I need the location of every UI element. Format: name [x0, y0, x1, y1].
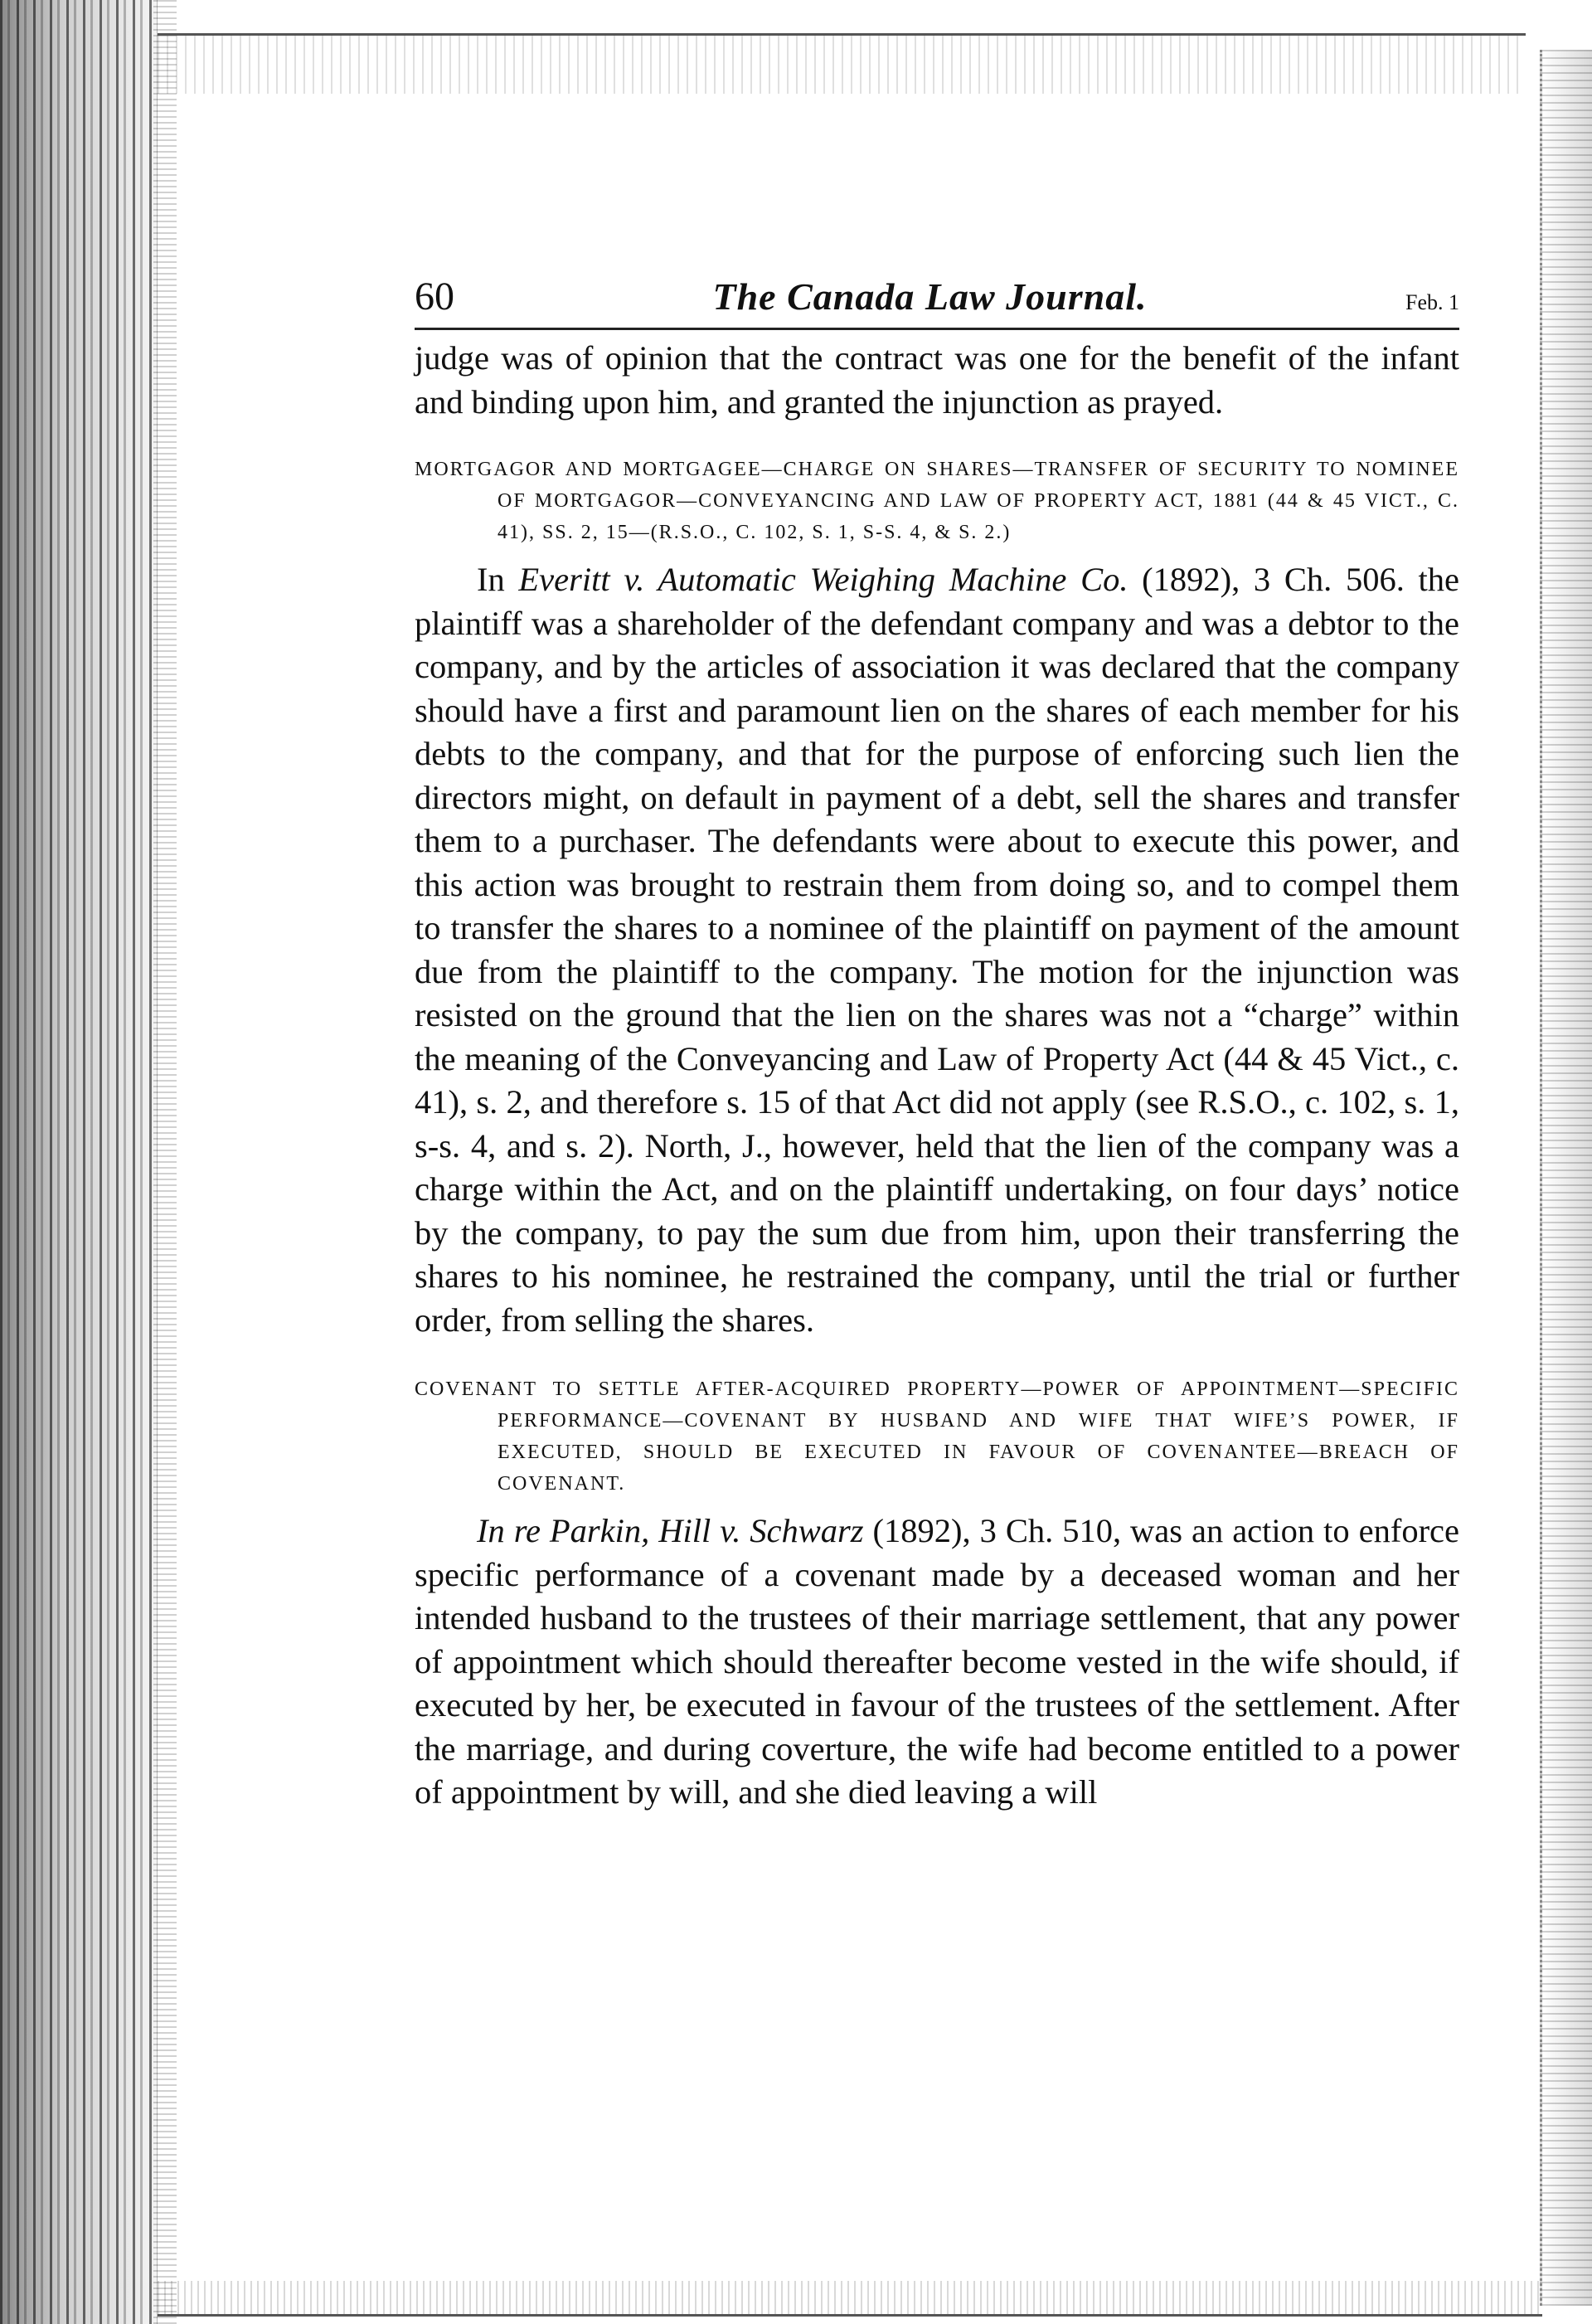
issue-date: Feb. 1: [1405, 290, 1459, 314]
continuation-paragraph: judge was of opinion that the contract was one for the benefit of the infant and binding upon him, and granted the injunction as prayed.: [415, 339, 1459, 421]
journal-title: The Canada Law Journal.: [712, 275, 1148, 318]
headnote-covenant: COVENANT TO SETTLE AFTER-ACQUIRED PROPERTY—POWER OF APPOINTMENT—SPECIFIC PERFORMANCE—COVENANT BY HUSBAND AND WIFE THAT WIFE’S POWER, IF EXECUTED, SHOULD BE EXECUTED IN FAVOUR OF COVENANTEE—BREACH OF COVENANT.: [415, 1378, 1459, 1495]
case-paragraph-everitt: [415, 558, 1459, 1342]
scan-top-edge: [158, 33, 1526, 94]
case-paragraph-parkin: [415, 1510, 1459, 1815]
spine-edge-texture: [153, 0, 177, 2324]
headnote-mortgagor: MORTGAGOR AND MORTGAGEE—CHARGE ON SHARES—TRANSFER OF SECURITY TO NOMINEE OF MORTGAGOR—CONVEYANCING AND LAW OF PROPERTY ACT, 1881 (44 & 45 VICT., C. 41), SS. 2, 15—(R.S.O., C. 102, S. 1, S-S. 4, & S. 2.): [415, 459, 1459, 543]
case-text-parkin: (1892), 3 Ch. 510, was an action to enforce specific performance of a covenant made by a deceased woman and her intended husband to the trustees of their marriage settlement, that any power of appointment which should thereafter become vested in the wife should, if executed by her, be executed in favour of the trustees of the settlement. After the marriage, and during coverture, the wife had become entitled to a power of appointment by will, and she died leaving a will: [415, 1512, 1460, 1811]
case-text-everitt: (1892), 3 Ch. 506. the plaintiff was a shareholder of the defendant company and was a debtor to the company, and by the articles of association it was declared that the company should have a first and paramount lien on the shares of each member for his debts to the company, and that for the purpose of enforcing such lien the directors might, on default in payment of a debt, sell the shares and transfer them to a purchaser. The defendants were about to execute this power, and this action was brought to restrain them from doing so, and to compel them to transfer the shares to a nominee of the plaintiff on payment of the amount due from the plaintiff to the company. The motion for the injunction was resisted on the ground that the lien on the shares was not a “charge” within the meaning of the Conveyancing and Law of Property Act (44 & 45 Vict., c. 41), s. 2, and therefore s. 15 of that Act did not apply (see R.S.O., c. 102, s. 1, s-s. 4, and s. 2). North, J., however, held that the lien of the company was a charge within the Act, and on the plaintiff undertaking, on four days’ notice by the company, to pay the sum due from him, upon their transferring the shares to his nominee, he restrained the company, until the trial or further order, from selling the shares.: [415, 561, 1459, 1339]
book-spine-shadow: [0, 0, 158, 2324]
case-name-parkin: In re Parkin, Hill v. Schwarz: [477, 1512, 864, 1549]
journal-page: [415, 274, 1459, 1815]
scan-bottom-edge: [158, 2281, 1542, 2317]
case-lead-in: In: [477, 561, 519, 598]
running-head: [415, 274, 1459, 330]
scan-right-edge: [1540, 50, 1592, 2306]
page-number: 60: [415, 275, 454, 318]
case-name-everitt: Everitt v. Automatic Weighing Machine Co.: [518, 561, 1128, 598]
